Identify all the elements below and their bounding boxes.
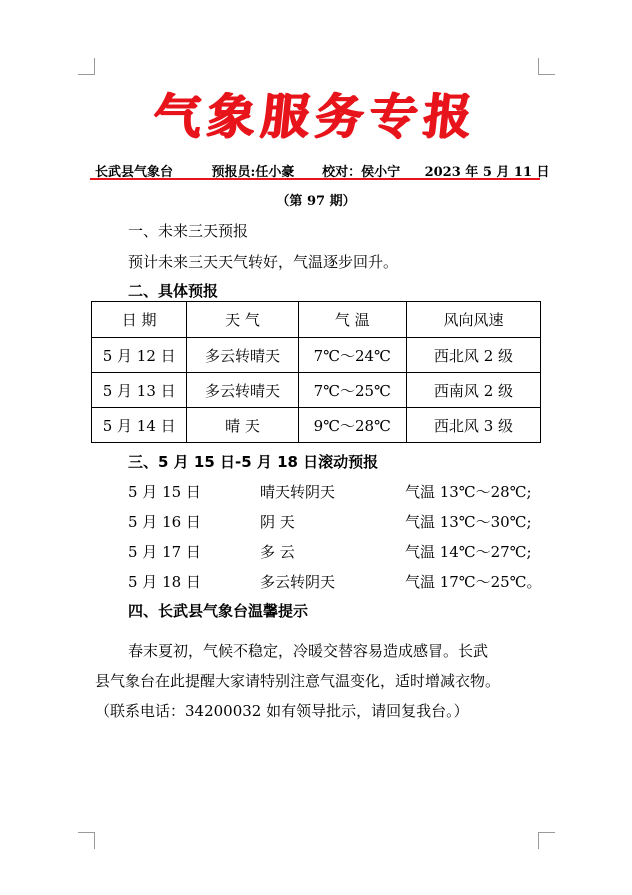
section4-title: 四、长武县气象台温馨提示 <box>128 602 309 620</box>
cell-weather: 多云转晴天 <box>187 338 298 373</box>
cell-weather: 多云转晴天 <box>187 373 298 408</box>
cell-temp: 7℃～24℃ <box>298 338 406 373</box>
station-name: 长武县气象台 <box>95 165 174 180</box>
cell-temp: 9℃～28℃ <box>298 408 406 443</box>
issue-date: 2023 年 5 月 11 日 <box>424 165 550 180</box>
issue-number: （第 97 期） <box>276 194 356 209</box>
section3-title: 三、5 月 15 日-5 月 18 日滚动预报 <box>128 453 379 471</box>
section1-text: 预计未来三天天气转好，气温逐步回升。 <box>128 253 399 271</box>
roll-date: 5 月 16 日 <box>128 513 201 531</box>
cell-wind: 西北风 3 级 <box>406 408 540 443</box>
roll-temp: 气温 17℃～25℃。 <box>405 573 542 591</box>
crop-mark-bottom-left <box>78 832 95 849</box>
header-rule <box>90 178 540 180</box>
crop-mark-top-right <box>538 58 555 75</box>
cell-temp: 7℃～25℃ <box>298 373 406 408</box>
col-date: 日 期 <box>92 302 187 338</box>
roll-weather: 多云转阴天 <box>260 573 336 591</box>
cell-wind: 西南风 2 级 <box>406 373 540 408</box>
col-temp: 气 温 <box>298 302 406 338</box>
crop-mark-bottom-right <box>538 832 555 849</box>
roll-date: 5 月 17 日 <box>128 543 201 561</box>
table-header-row <box>92 302 541 338</box>
roll-date: 5 月 18 日 <box>128 573 201 591</box>
cell-date: 5 月 12 日 <box>92 338 187 373</box>
roll-weather: 多 云 <box>260 543 295 561</box>
forecaster: 预报员:任小豪 <box>211 165 295 180</box>
cell-date: 5 月 14 日 <box>92 408 187 443</box>
banner-title: 气象服务专报 <box>150 89 481 145</box>
notice-line-2: 县气象台在此提醒大家请特别注意气温变化，适时增减衣物。 <box>95 672 501 690</box>
col-wind: 风向风速 <box>406 302 540 338</box>
section2-title: 二、具体预报 <box>128 282 219 300</box>
roll-date: 5 月 15 日 <box>128 483 201 501</box>
notice-line-3: （联系电话：34200032 如有领导批示，请回复我台。） <box>95 702 469 720</box>
col-weather: 天 气 <box>187 302 298 338</box>
table-row <box>92 408 541 443</box>
section1-title: 一、未来三天预报 <box>128 222 249 240</box>
roll-temp: 气温 14℃～27℃; <box>405 543 532 561</box>
forecast-table <box>91 301 541 443</box>
roll-temp: 气温 13℃～28℃; <box>405 483 532 501</box>
cell-wind: 西北风 2 级 <box>406 338 540 373</box>
roll-weather: 晴天转阴天 <box>260 483 336 501</box>
roll-weather: 阴 天 <box>260 513 295 531</box>
table-row <box>92 373 541 408</box>
cell-date: 5 月 13 日 <box>92 373 187 408</box>
checker: 校对：侯小宁 <box>322 165 401 180</box>
cell-weather: 晴 天 <box>187 408 298 443</box>
crop-mark-top-left <box>78 58 95 75</box>
table-row <box>92 338 541 373</box>
notice-line-1: 春末夏初，气候不稳定，冷暖交替容易造成感冒。长武 <box>128 642 489 660</box>
roll-temp: 气温 13℃～30℃; <box>405 513 532 531</box>
